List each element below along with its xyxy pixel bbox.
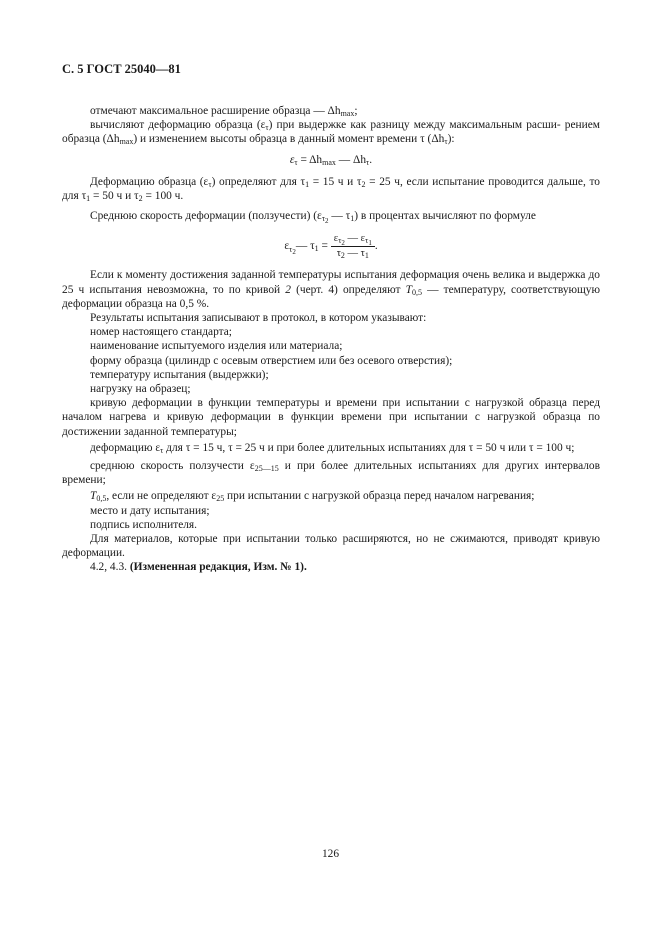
list-item: место и дату испытания;	[90, 504, 210, 517]
list-item: наименование испытуемого изделия или материала;	[90, 340, 343, 353]
page-header: С. 5 ГОСТ 25040—81	[62, 62, 181, 76]
list-item: форму образца (цилиндр с осевым отверстием или без осевого отверстия);	[90, 354, 453, 367]
formula-creep-rate: $\varepsilon_{\tau_2}—$ $\tau_1$ = $\frac{\varepsilon_{\tau_2} — \varepsilon_{\tau_1}}{\tau_2 — \tau_1}$ .	[284, 233, 378, 261]
list-item: $T_{0,5}$, если не определяют $\varepsilon_{25}$ при испытании с нагрузкой образца перед началом нагревания;	[90, 490, 535, 504]
list-item: подпись исполнителя.	[90, 518, 198, 531]
paragraph: вычисляют деформацию образца $(\varepsilon_\tau)$ при выдержке как разницу между максимальным расши- рением образца $(\Delta h_{max})$ и изменением высоты образца в данный момент времени τ $(\Delta h_\tau)$:	[62, 119, 600, 147]
paragraph: Среднюю скорость деформации (ползучести) ($\varepsilon_{\tau_2}$ — $\tau_1$) в процентах вычисляют по формуле	[90, 210, 536, 226]
list-item: температуру испытания (выдержки);	[90, 368, 269, 381]
formula-deformation: $\varepsilon_\tau = \Delta h_{max}$ — $\Delta h_\tau$.	[289, 153, 373, 167]
document-body	[62, 104, 600, 575]
list-item: среднюю скорость ползучести $\varepsilon_{25—15}$ и при более длительных испытаниях для других интервалов времени;	[62, 460, 600, 487]
paragraph: Для материалов, которые при испытании только расширяются, но не сжимаются, приводят кривую деформации.	[62, 533, 600, 560]
list-item: деформацию $\varepsilon_\tau$ для τ = 15 ч, τ = 25 ч и при более длительных испытаниях для τ = 50 ч или τ = 100 ч;	[90, 441, 575, 455]
paragraph: отмечают максимальное расширение образца — $\Delta h_{max}$;	[90, 105, 358, 118]
fraction: $\frac{\varepsilon_{\tau_2} — \varepsilon_{\tau_1}}{\tau_2 — \tau_1}$	[331, 233, 375, 260]
paragraph: Деформацию образца $(\varepsilon_\tau)$ определяют для $\tau_1 = 15$ ч и $\tau_2 = 25$ ч, если испытание проводится дальше, то для $\tau_1 = 50$ ч и $\tau_2 = 100$ ч.	[62, 175, 600, 204]
amendment-note: 4.2, 4.3. (Измененная редакция, Изм. № 1).	[90, 561, 307, 574]
paragraph: Результаты испытания записывают в протокол, в котором указывают:	[90, 312, 427, 325]
list-item: номер настоящего стандарта;	[90, 326, 232, 339]
page-number: 126	[321, 848, 340, 860]
list-item: кривую деформации в функции температуры и времени при испытании с нагрузкой образца перед началом нагрева и кривую деформации в функции времени при испытании с нагрузкой образца по достижении заданной температуры;	[62, 397, 600, 438]
list-item: нагрузку на образец;	[90, 383, 191, 396]
paragraph: Если к моменту достижения заданной температуры испытания деформация очень велика и выдержка до 25 ч испытания невозможна, то по кривой 2 (черт. 4) определяют $T_{0,5}$ — температуру, соответствующую деформации образца на 0,5 %.	[62, 269, 601, 310]
